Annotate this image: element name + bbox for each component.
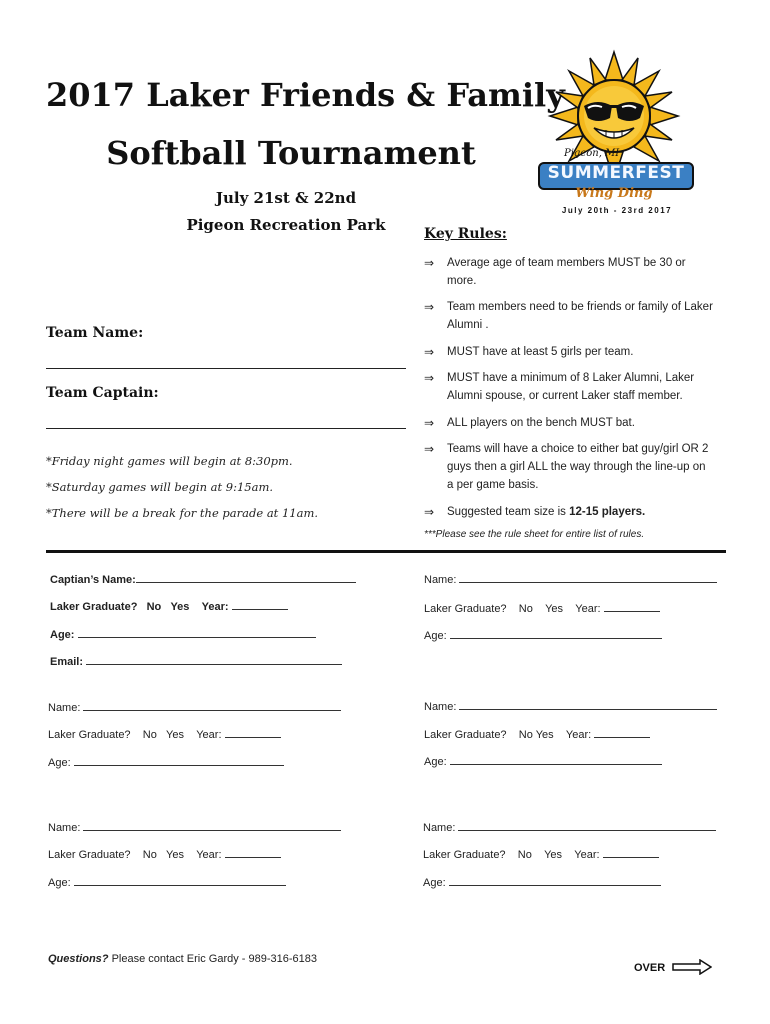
player-name-field[interactable]: Name: [48, 700, 341, 714]
arrow-right-icon: ⇒ [424, 416, 435, 430]
captain-name-field[interactable]: Captian’s Name: [50, 572, 356, 586]
rule-item: ⇒ MUST have at least 5 girls per team. [424, 345, 634, 359]
player-name-field[interactable]: Name: [424, 699, 717, 713]
contact-info [48, 953, 317, 965]
note-friday: *Friday night games will begin at 8:30pm. [46, 454, 293, 468]
player-name-field[interactable]: Name: [423, 820, 716, 834]
logo-main-text: SUMMERFEST [547, 163, 685, 183]
player-age-field[interactable]: Age: [424, 628, 662, 642]
section-divider [46, 550, 726, 553]
rule-item: ⇒ Average age of team members MUST be 30 or more. [424, 256, 686, 287]
event-venue: Pigeon Recreation Park [186, 216, 386, 234]
rules-note: ***Please see the rule sheet for entire list of rules. [424, 529, 645, 540]
arrow-right-icon: ⇒ [424, 505, 435, 519]
rule-item: ⇒ MUST have a minimum of 8 Laker Alumni, Laker Alumni spouse, or current Laker staff member. [424, 371, 695, 402]
rule-item: ⇒ Teams will have a choice to either bat guy/girl OR 2 guys then a girl ALL the way through the line-up on a per game basis. [424, 442, 709, 491]
logo-sub-text: Wing Ding [575, 186, 653, 201]
logo-dates-text: July 20th - 23rd 2017 [561, 206, 673, 215]
event-dates: July 21st & 22nd [215, 189, 357, 207]
rule-item-team-size: ⇒ Suggested team size is 12-15 players. [424, 505, 646, 519]
title-line-2: Softball Tournament [106, 134, 476, 172]
logo-top-text: Pigeon, MI [564, 148, 620, 159]
rule-item: ⇒ Team members need to be friends or family of Laker Alumni . [424, 300, 713, 331]
player-name-field[interactable]: Name: [48, 820, 341, 834]
player-name-field[interactable]: Name: [424, 572, 717, 586]
team-captain-label: Team Captain: [46, 385, 159, 401]
player-age-field[interactable]: Age: [48, 755, 284, 769]
arrow-right-icon: ⇒ [424, 300, 435, 314]
contact-text: Please contact Eric Gardy - 989-316-6183 [108, 953, 318, 965]
player-laker-grad-field[interactable]: Laker Graduate? No Yes Year: [424, 727, 650, 741]
player-age-field[interactable]: Age: [424, 754, 662, 768]
rule-item: ⇒ ALL players on the bench MUST bat. [424, 416, 635, 430]
player-laker-grad-field[interactable]: Laker Graduate? No Yes Year: [48, 847, 281, 861]
captain-age-field[interactable]: Age: [50, 627, 316, 641]
summerfest-logo [534, 46, 694, 218]
over-label: OVER [634, 962, 666, 974]
title-line-1: 2017 Laker Friends & Family [46, 76, 565, 114]
player-laker-grad-field[interactable]: Laker Graduate? No Yes Year: [48, 727, 281, 741]
captain-email-field[interactable]: Email: [50, 654, 342, 668]
team-name-label: Team Name: [46, 325, 144, 341]
team-captain-line[interactable] [46, 428, 406, 429]
questions-label: Questions? [48, 953, 109, 965]
team-size-value: 12-15 players. [569, 506, 646, 518]
arrow-right-icon: ⇒ [424, 371, 435, 385]
captain-laker-grad-field[interactable]: Laker Graduate? No Yes Year: [50, 599, 288, 613]
key-rules-title: Key Rules: [424, 226, 507, 242]
player-laker-grad-field[interactable]: Laker Graduate? No Yes Year: [423, 847, 659, 861]
arrow-right-icon: ⇒ [424, 256, 435, 270]
team-name-line[interactable] [46, 368, 406, 369]
player-age-field[interactable]: Age: [48, 875, 286, 889]
arrow-right-icon [672, 959, 712, 980]
player-age-field[interactable]: Age: [423, 875, 661, 889]
player-laker-grad-field[interactable]: Laker Graduate? No Yes Year: [424, 601, 660, 615]
note-parade: *There will be a break for the parade at 11am. [46, 506, 319, 520]
arrow-right-icon: ⇒ [424, 345, 435, 359]
note-saturday: *Saturday games will begin at 9:15am. [46, 480, 274, 494]
arrow-right-icon: ⇒ [424, 442, 435, 456]
